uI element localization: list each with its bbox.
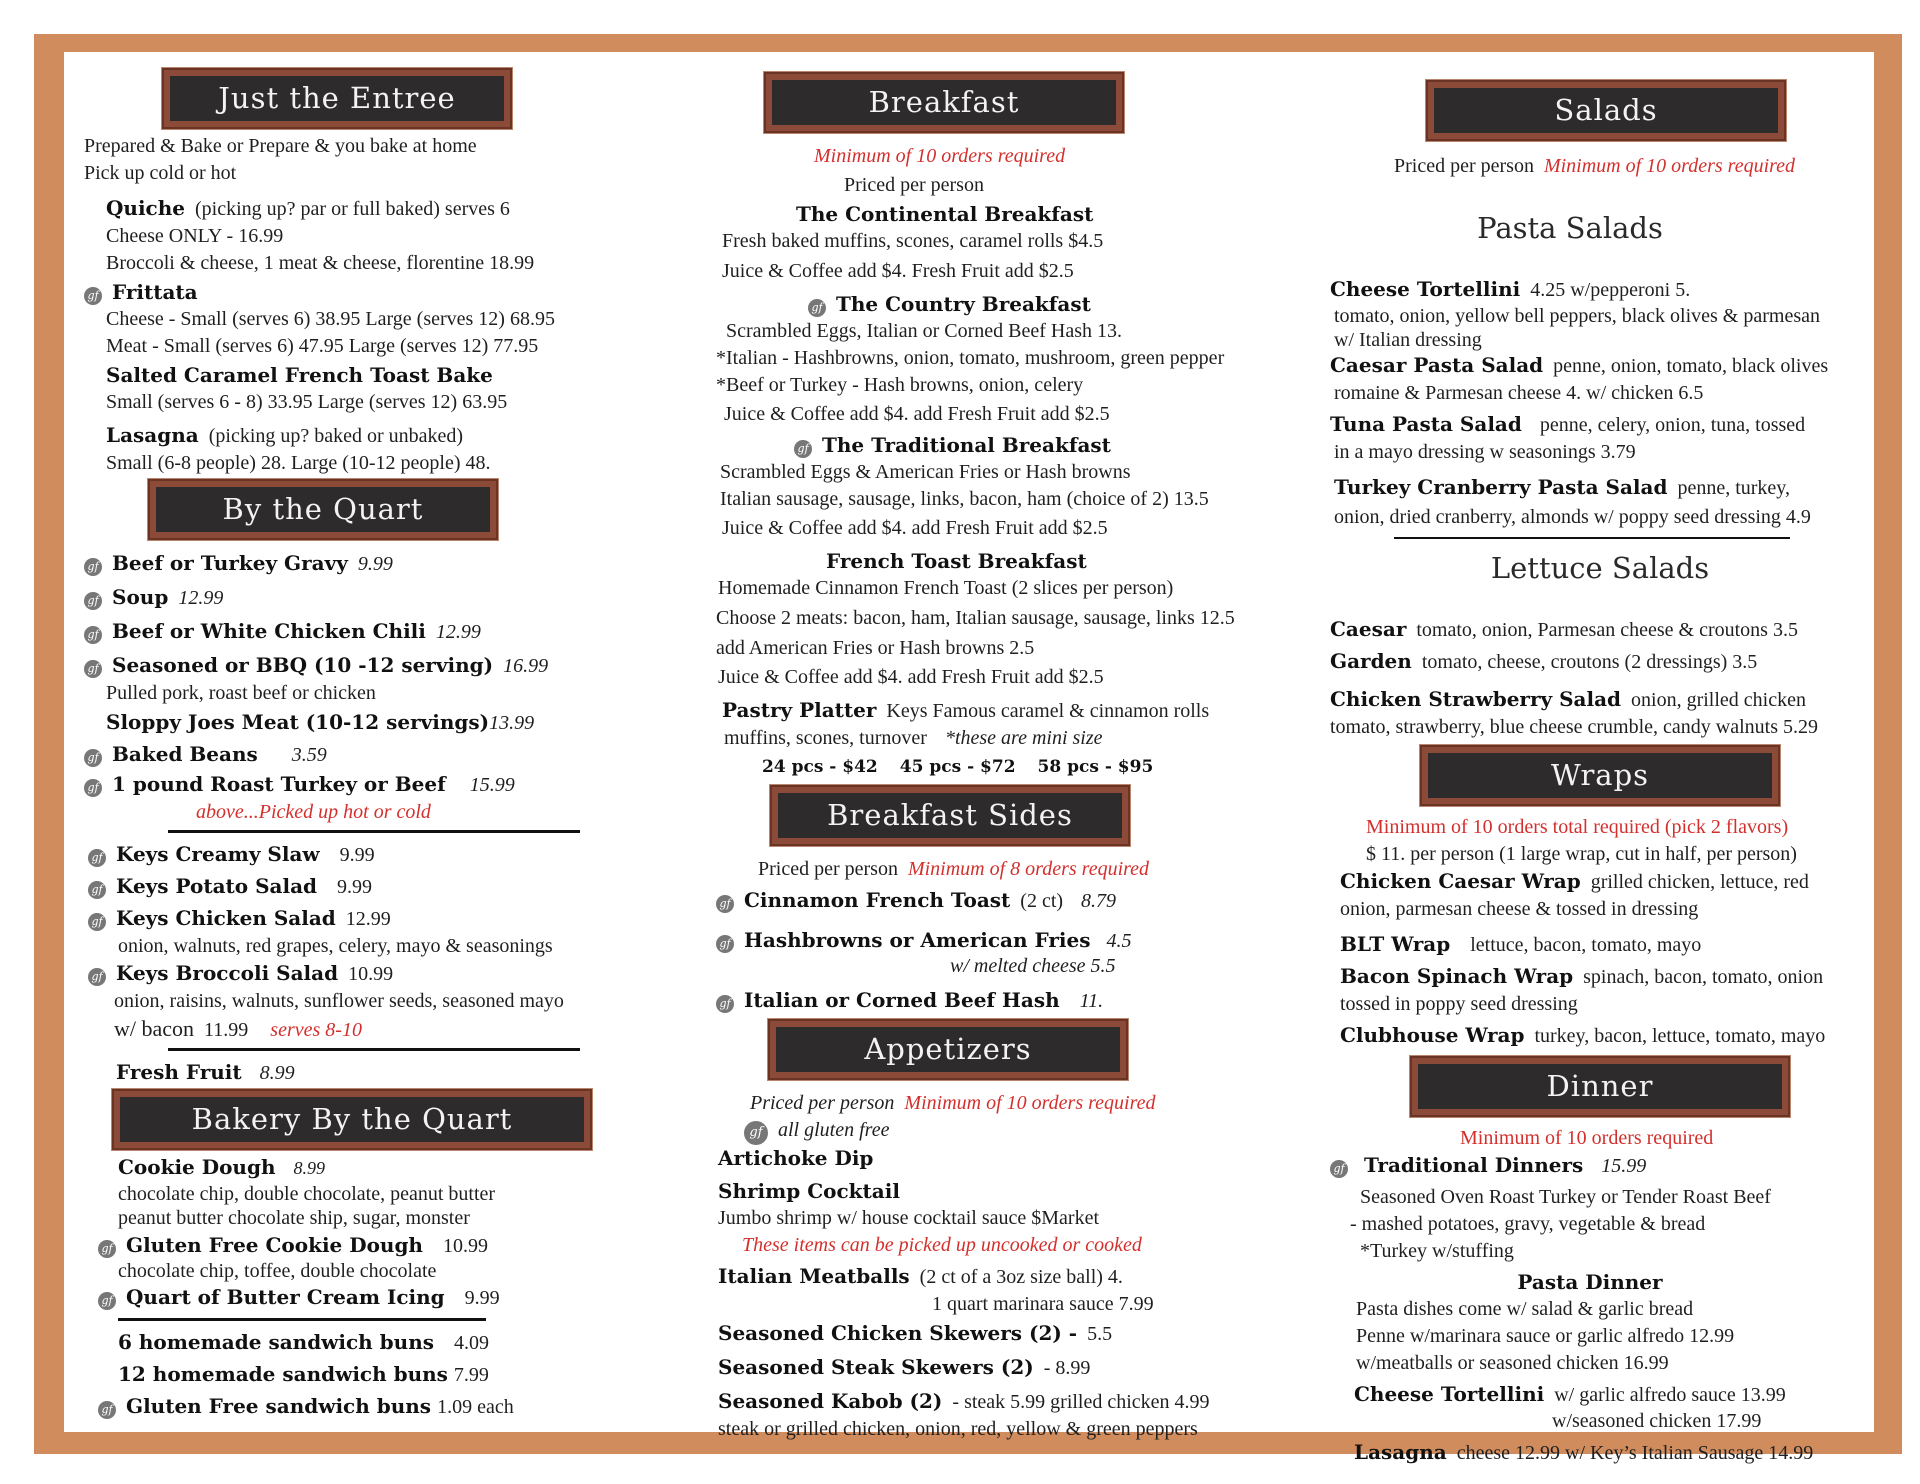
tortellini-dinner-line-1: w/seasoned chicken 17.99 — [1552, 1410, 1762, 1432]
tortellini-dinner-name: Cheese Tortellini — [1354, 1382, 1545, 1406]
gluten-free-icon: gf — [98, 1240, 116, 1258]
wraps-banner — [1420, 745, 1780, 806]
lettuce-caesar-desc: tomato, onion, Parmesan cheese & croutons 3.5 — [1416, 619, 1798, 641]
garden-name: Garden — [1330, 649, 1412, 673]
french-line-1: Homemade Cinnamon French Toast (2 slices per person) — [718, 577, 1174, 599]
hash-item — [694, 927, 1334, 955]
lettuce-salads-title: Lettuce Salads — [1490, 551, 1710, 585]
entree-intro-2: Pick up cold or hot — [84, 162, 237, 184]
bacon-price: 11.99 — [204, 1019, 249, 1041]
quiche-item — [84, 195, 684, 223]
menu-sheet — [64, 52, 1874, 1464]
shrimp-line-1: Jumbo shrimp w/ house cocktail sauce $Market — [718, 1207, 1100, 1229]
toast-item — [694, 887, 1334, 915]
club-item — [1330, 1022, 1916, 1050]
chicken-skewers-price: 5.5 — [1087, 1323, 1113, 1345]
quart-item — [84, 584, 684, 612]
buns6-price: 4.09 — [454, 1332, 490, 1354]
gluten-free-icon: gf — [794, 440, 812, 458]
quart-banner — [148, 479, 498, 540]
bacon-label: w/ bacon — [114, 1016, 195, 1041]
quiche-desc: (picking up? par or full baked) serves 6 — [195, 198, 510, 220]
pasta-salads-title: Pasta Salads — [1477, 211, 1663, 245]
steak-skewers-name: Seasoned Steak Skewers (2) — [718, 1355, 1034, 1379]
gluten-free-icon: gf — [808, 299, 826, 317]
french-name: French Toast Breakfast — [826, 549, 1087, 573]
salads-priced: Priced per person — [1394, 155, 1534, 177]
traditional-item — [694, 432, 1334, 459]
gluten-free-icon: gf — [98, 1401, 116, 1419]
french-line-3: add American Fries or Hash browns 2.5 — [716, 637, 1035, 659]
divider — [168, 830, 580, 833]
appetizers-min: Minimum of 10 orders required — [904, 1092, 1156, 1114]
meatballs-item — [694, 1263, 1334, 1291]
sloppy-name: Sloppy Joes Meat (10-12 servings) — [106, 710, 490, 734]
chicken-salad-item — [84, 905, 684, 933]
gluten-free-icon: gf — [88, 881, 106, 899]
spinach-line-1: tossed in poppy seed dressing — [1340, 993, 1578, 1015]
trad-dinner-name: Traditional Dinners — [1364, 1153, 1584, 1177]
fruit-item — [84, 1059, 684, 1087]
quart-title: By the Quart — [156, 487, 490, 532]
column-left — [84, 68, 684, 1421]
tortellini-salad-line-2: w/ Italian dressing — [1334, 329, 1482, 351]
french-line-2: Choose 2 meats: bacon, ham, Italian sausage, sausage, links 12.5 — [716, 607, 1235, 629]
breakfast-banner — [764, 72, 1124, 133]
slaw-price: 9.99 — [339, 844, 375, 866]
sides-min: Minimum of 8 orders required — [907, 858, 1150, 880]
country-line-2: *Italian - Hashbrowns, onion, tomato, mushroom, green pepper — [716, 347, 1225, 369]
cookie-price: 8.99 — [293, 1158, 325, 1178]
pastry-line-1: muffins, scones, turnover — [724, 727, 927, 749]
corned-price: 11. — [1079, 990, 1104, 1012]
lasagna-desc: (picking up? baked or unbaked) — [208, 425, 464, 447]
entree-banner — [162, 68, 512, 129]
trad-dinner-item — [1330, 1152, 1916, 1180]
quart-item-name: Beef or White Chicken Chili — [112, 619, 426, 643]
uncooked-note: These items can be picked up uncooked or cooked — [742, 1234, 1142, 1256]
frittata-name: Frittata — [112, 280, 198, 304]
appetizers-gf — [694, 1117, 1334, 1145]
appetizers-banner — [768, 1019, 1128, 1080]
dip-name: Artichoke Dip — [718, 1146, 874, 1170]
turkey-pasta-desc: penne, turkey, — [1677, 477, 1790, 499]
gluten-free-icon: gf — [84, 592, 102, 610]
club-name: Clubhouse Wrap — [1340, 1023, 1525, 1047]
country-line-3: *Beef or Turkey - Hash browns, onion, celery — [716, 374, 1084, 396]
column-middle — [694, 68, 1334, 1443]
strawberry-item — [1330, 686, 1916, 714]
lasagna-dinner-item — [1330, 1439, 1916, 1467]
sides-priced: Priced per person — [758, 858, 898, 880]
chicken-salad-name: Keys Chicken Salad — [116, 906, 336, 930]
gluten-free-icon: gf — [84, 749, 102, 767]
pastry-line — [694, 725, 1334, 752]
pasta-dinner-line-2: Penne w/marinara sauce or garlic alfredo 12.99 — [1356, 1325, 1735, 1347]
pasta-dinner-line-1: Pasta dishes come w/ salad & garlic bread — [1356, 1298, 1694, 1320]
shrimp-name: Shrimp Cocktail — [718, 1179, 900, 1203]
lettuce-caesar-name: Caesar — [1330, 617, 1407, 641]
kabob-name: Seasoned Kabob (2) — [718, 1389, 943, 1413]
gluten-free-icon: gf — [88, 968, 106, 986]
quart-item-price: 12.99 — [178, 587, 224, 609]
tuna-desc: penne, celery, onion, tuna, tossed — [1539, 414, 1806, 436]
slaw-item — [84, 841, 684, 869]
hash-name: Hashbrowns or American Fries — [744, 928, 1091, 952]
quiche-line-2: Broccoli & cheese, 1 meat & cheese, florentine 18.99 — [106, 252, 535, 274]
pastry-prices — [694, 754, 1334, 781]
blt-name: BLT Wrap — [1340, 932, 1451, 956]
toast-price: 8.79 — [1081, 890, 1117, 912]
frittata-item — [84, 279, 684, 306]
tuna-line-1: in a mayo dressing w seasonings 3.79 — [1334, 441, 1636, 463]
gf-cookie-price: 10.99 — [442, 1235, 488, 1257]
sides-banner — [770, 785, 1130, 846]
pulled-pork-text: Pulled pork, roast beef or chicken — [106, 682, 376, 704]
frittata-line-2: Meat - Small (serves 6) 47.95 Large (serves 12) 77.95 — [106, 335, 539, 357]
hot-cold-note: above...Picked up hot or cold — [196, 801, 431, 823]
french-line-4: Juice & Coffee add $4. add Fresh Fruit add $2.5 — [718, 666, 1104, 688]
quart-item — [84, 652, 684, 680]
kabob-item — [694, 1388, 1334, 1416]
salads-banner — [1426, 80, 1786, 141]
chicken-salad-price: 12.99 — [345, 908, 391, 930]
dinner-min: Minimum of 10 orders required — [1460, 1127, 1714, 1149]
tortellini-salad-price: 4.25 w/pepperoni 5. — [1530, 279, 1691, 301]
buns6-name: 6 homemade sandwich buns — [118, 1330, 435, 1354]
quart-item-price: 16.99 — [503, 655, 549, 677]
club-desc: turkey, bacon, lettuce, tomato, mayo — [1534, 1025, 1826, 1047]
gluten-free-icon: gf — [716, 895, 734, 913]
buns12-name: 12 homemade sandwich buns — [118, 1362, 448, 1386]
country-name: The Country Breakfast — [836, 292, 1091, 316]
roast-price: 15.99 — [469, 774, 515, 796]
gluten-free-icon: gf — [84, 660, 102, 678]
gluten-free-icon: gf — [98, 1292, 116, 1310]
country-line-4: Juice & Coffee add $4. add Fresh Fruit add $2.5 — [724, 403, 1110, 425]
traditional-line-2: Italian sausage, sausage, links, bacon, ham (choice of 2) 13.5 — [720, 488, 1209, 510]
pastry-price-45: 45 pcs - $72 — [899, 757, 1016, 777]
quart-item — [84, 618, 684, 646]
gluten-free-icon: gf — [84, 779, 102, 797]
dinner-title: Dinner — [1418, 1064, 1782, 1109]
toast-name: Cinnamon French Toast — [744, 888, 1011, 912]
fruit-name: Fresh Fruit — [116, 1060, 242, 1084]
quart-item-name: Soup — [112, 585, 169, 609]
caramel-line-1: Small (serves 6 - 8) 33.95 Large (serves 12) 63.95 — [106, 391, 508, 413]
steak-skewers-price: - 8.99 — [1043, 1357, 1091, 1379]
meatballs-line-1: 1 quart marinara sauce 7.99 — [932, 1293, 1154, 1315]
gluten-free-icon: gf — [88, 913, 106, 931]
lettuce-caesar-item — [1330, 616, 1916, 644]
broccoli-bacon — [84, 1015, 684, 1044]
caesar-pasta-item — [1330, 352, 1916, 380]
quiche-name: Quiche — [106, 196, 186, 220]
kabob-line-1: steak or grilled chicken, onion, red, yellow & green peppers — [718, 1418, 1198, 1440]
slaw-name: Keys Creamy Slaw — [116, 842, 320, 866]
trad-dinner-line-2: - mashed potatoes, gravy, vegetable & bread — [1350, 1213, 1706, 1235]
turkey-pasta-item — [1330, 474, 1916, 502]
caesar-wrap-desc: grilled chicken, lettuce, red — [1590, 871, 1809, 893]
strawberry-name: Chicken Strawberry Salad — [1330, 687, 1622, 711]
menu-frame — [34, 34, 1902, 1464]
icing-name: Quart of Butter Cream Icing — [126, 1285, 445, 1309]
broccoli-item — [84, 960, 684, 988]
caesar-wrap-item — [1330, 868, 1916, 896]
sides-header — [694, 856, 1334, 883]
all-gluten-free-note: all gluten free — [778, 1119, 890, 1141]
country-line-1: Scrambled Eggs, Italian or Corned Beef Hash 13. — [726, 320, 1123, 342]
breakfast-title: Breakfast — [772, 80, 1116, 125]
spinach-desc: spinach, bacon, tomato, onion — [1583, 966, 1824, 988]
salads-title: Salads — [1434, 88, 1778, 133]
breakfast-priced: Priced per person — [844, 174, 984, 196]
tuna-name: Tuna Pasta Salad — [1330, 412, 1522, 436]
gluten-free-icon: gf — [1330, 1160, 1348, 1178]
salads-header — [1330, 153, 1916, 180]
continental-line-1: Fresh baked muffins, scones, caramel rolls $4.5 — [722, 230, 1104, 252]
chicken-skewers-item — [694, 1320, 1334, 1348]
tortellini-dinner-item — [1330, 1381, 1916, 1409]
pastry-desc: Keys Famous caramel & cinnamon rolls — [886, 700, 1210, 722]
tuna-item — [1330, 411, 1916, 439]
caesar-wrap-name: Chicken Caesar Wrap — [1340, 869, 1581, 893]
hash-cheese: w/ melted cheese 5.5 — [950, 955, 1116, 977]
pastry-item — [694, 697, 1334, 725]
wraps-min: Minimum of 10 orders total required (pick 2 flavors) — [1366, 816, 1789, 838]
beans-name: Baked Beans — [112, 742, 258, 766]
caesar-wrap-line-1: onion, parmesan cheese & tossed in dressing — [1340, 898, 1699, 920]
strawberry-desc: onion, grilled chicken — [1631, 689, 1806, 711]
cookie-line-2: peanut butter chocolate ship, sugar, monster — [118, 1207, 470, 1229]
divider — [168, 1048, 580, 1051]
roast-item — [84, 771, 684, 799]
gf-cookie-line-1: chocolate chip, toffee, double chocolate — [118, 1260, 437, 1282]
continental-name: The Continental Breakfast — [796, 202, 1094, 226]
pastry-price-24: 24 pcs - $42 — [762, 757, 878, 777]
potato-price: 9.99 — [337, 876, 373, 898]
quart-item-name: Beef or Turkey Gravy — [112, 551, 348, 575]
corned-item — [694, 987, 1334, 1015]
kabob-desc: - steak 5.99 grilled chicken 4.99 — [952, 1391, 1210, 1413]
icing-item — [84, 1284, 684, 1312]
spinach-item — [1330, 963, 1916, 991]
traditional-line-3: Juice & Coffee add $4. add Fresh Fruit add $2.5 — [722, 517, 1108, 539]
column-right — [1330, 68, 1916, 1467]
steak-skewers-item — [694, 1354, 1334, 1382]
tortellini-salad-name: Cheese Tortellini — [1330, 277, 1521, 301]
quart-item-name: Seasoned or BBQ (10 -12 serving) — [112, 653, 494, 677]
caesar-pasta-line-1: romaine & Parmesan cheese 4. w/ chicken 6.5 — [1334, 382, 1704, 404]
potato-item — [84, 873, 684, 901]
toast-qty: (2 ct) — [1020, 890, 1064, 912]
pastry-price-58: 58 pcs - $95 — [1037, 757, 1154, 777]
pastry-mini-note: *these are mini size — [944, 727, 1103, 749]
broccoli-price: 10.99 — [348, 963, 394, 985]
entree-intro-1: Prepared & Bake or Prepare & you bake at home — [84, 135, 477, 157]
sloppy-item — [84, 709, 684, 737]
wraps-price: $ 11. per person (1 large wrap, cut in half, per person) — [1366, 843, 1797, 865]
caesar-pasta-name: Caesar Pasta Salad — [1330, 353, 1544, 377]
serves-note: serves 8-10 — [270, 1019, 362, 1041]
cookie-line-1: chocolate chip, double chocolate, peanut butter — [118, 1183, 496, 1205]
trad-dinner-line-1: Seasoned Oven Roast Turkey or Tender Roast Beef — [1360, 1186, 1771, 1208]
trad-dinner-line-3: *Turkey w/stuffing — [1360, 1240, 1514, 1262]
turkey-pasta-name: Turkey Cranberry Pasta Salad — [1334, 475, 1668, 499]
salads-min: Minimum of 10 orders required — [1543, 155, 1796, 177]
lasagna-dinner-name: Lasagna — [1354, 1440, 1447, 1464]
icing-price: 9.99 — [464, 1287, 500, 1309]
frittata-line-1: Cheese - Small (serves 6) 38.95 Large (serves 12) 68.95 — [106, 308, 555, 330]
traditional-line-1: Scrambled Eggs & American Fries or Hash browns — [720, 461, 1131, 483]
roast-name: 1 pound Roast Turkey or Beef — [112, 772, 446, 796]
cookie-name: Cookie Dough — [118, 1155, 276, 1179]
quart-item-price: 9.99 — [357, 553, 393, 575]
buns12-item — [84, 1361, 684, 1389]
pasta-dinner-line-3: w/meatballs or seasoned chicken 16.99 — [1356, 1352, 1669, 1374]
bakery-title: Bakery By the Quart — [120, 1097, 584, 1142]
beans-item — [84, 741, 684, 769]
gluten-free-icon: gf — [88, 849, 106, 867]
country-item — [694, 291, 1334, 318]
cookie-item — [118, 1154, 684, 1182]
lasagna-item — [84, 422, 684, 450]
meatballs-name: Italian Meatballs — [718, 1264, 910, 1288]
gf-buns-price: 1.09 each — [437, 1396, 514, 1418]
fruit-price: 8.99 — [259, 1062, 295, 1084]
meatballs-desc: (2 ct of a 3oz size ball) 4. — [919, 1266, 1123, 1288]
potato-name: Keys Potato Salad — [116, 874, 318, 898]
gluten-free-icon: gf — [716, 995, 734, 1013]
divider — [118, 1318, 486, 1321]
blt-item — [1330, 931, 1916, 959]
chicken-salad-desc: onion, walnuts, red grapes, celery, mayo & seasonings — [118, 935, 553, 957]
appetizers-title: Appetizers — [776, 1027, 1120, 1072]
quart-item-price: 12.99 — [435, 621, 481, 643]
tortellini-dinner-desc: w/ garlic alfredo sauce 13.99 — [1554, 1384, 1786, 1406]
pastry-name: Pastry Platter — [722, 698, 877, 722]
gf-cookie-item — [84, 1232, 684, 1260]
hash-price: 4.5 — [1106, 930, 1132, 952]
dinner-banner — [1410, 1056, 1790, 1117]
caesar-pasta-desc: penne, onion, tomato, black olives — [1553, 355, 1829, 377]
gluten-free-icon: gf — [84, 626, 102, 644]
gf-buns-item — [84, 1393, 684, 1421]
gluten-free-icon: gf — [84, 287, 102, 305]
entree-title: Just the Entree — [170, 76, 504, 121]
sloppy-price: 13.99 — [489, 712, 535, 734]
broccoli-name: Keys Broccoli Salad — [116, 961, 339, 985]
buns12-price: 7.99 — [453, 1364, 489, 1386]
corned-name: Italian or Corned Beef Hash — [744, 988, 1060, 1012]
quiche-line-1: Cheese ONLY - 16.99 — [106, 225, 284, 247]
spinach-name: Bacon Spinach Wrap — [1340, 964, 1574, 988]
beans-price: 3.59 — [291, 744, 327, 766]
divider — [1394, 537, 1790, 539]
tortellini-salad-item — [1330, 276, 1916, 304]
gluten-free-icon: gf — [84, 558, 102, 576]
traditional-name: The Traditional Breakfast — [822, 433, 1111, 457]
continental-line-2: Juice & Coffee add $4. Fresh Fruit add $2.5 — [722, 260, 1074, 282]
strawberry-line-1: tomato, strawberry, blue cheese crumble, candy walnuts 5.29 — [1330, 716, 1818, 738]
trad-dinner-price: 15.99 — [1601, 1155, 1647, 1177]
turkey-pasta-line-1: onion, dried cranberry, almonds w/ poppy seed dressing 4.9 — [1334, 506, 1811, 528]
chicken-skewers-name: Seasoned Chicken Skewers (2) - — [718, 1321, 1078, 1345]
garden-item — [1330, 648, 1916, 676]
pasta-dinner-title: Pasta Dinner — [1517, 1270, 1663, 1294]
sides-title: Breakfast Sides — [778, 793, 1122, 838]
appetizers-priced: Priced per person — [750, 1092, 895, 1114]
appetizers-header — [694, 1090, 1334, 1117]
caramel-name: Salted Caramel French Toast Bake — [106, 363, 493, 387]
gf-buns-name: Gluten Free sandwich buns — [126, 1394, 432, 1418]
lasagna-dinner-desc: cheese 12.99 w/ Key’s Italian Sausage 14.99 — [1456, 1442, 1814, 1464]
lasagna-name: Lasagna — [106, 423, 199, 447]
lasagna-line-1: Small (6-8 people) 28. Large (10-12 people) 48. — [106, 452, 491, 474]
gluten-free-icon: gf — [744, 1121, 768, 1145]
tortellini-salad-line-1: tomato, onion, yellow bell peppers, black olives & parmesan — [1334, 305, 1820, 327]
breakfast-min: Minimum of 10 orders required — [814, 145, 1066, 167]
garden-desc: tomato, cheese, croutons (2 dressings) 3.5 — [1421, 651, 1758, 673]
gluten-free-icon: gf — [716, 935, 734, 953]
wraps-title: Wraps — [1428, 753, 1772, 798]
gf-cookie-name: Gluten Free Cookie Dough — [126, 1233, 423, 1257]
quart-item — [84, 550, 684, 578]
broccoli-desc: onion, raisins, walnuts, sunflower seeds, seasoned mayo — [114, 990, 564, 1012]
buns6-item — [84, 1329, 684, 1357]
blt-desc: lettuce, bacon, tomato, mayo — [1470, 934, 1702, 956]
caramel-item — [84, 362, 684, 389]
bakery-banner — [112, 1089, 592, 1150]
